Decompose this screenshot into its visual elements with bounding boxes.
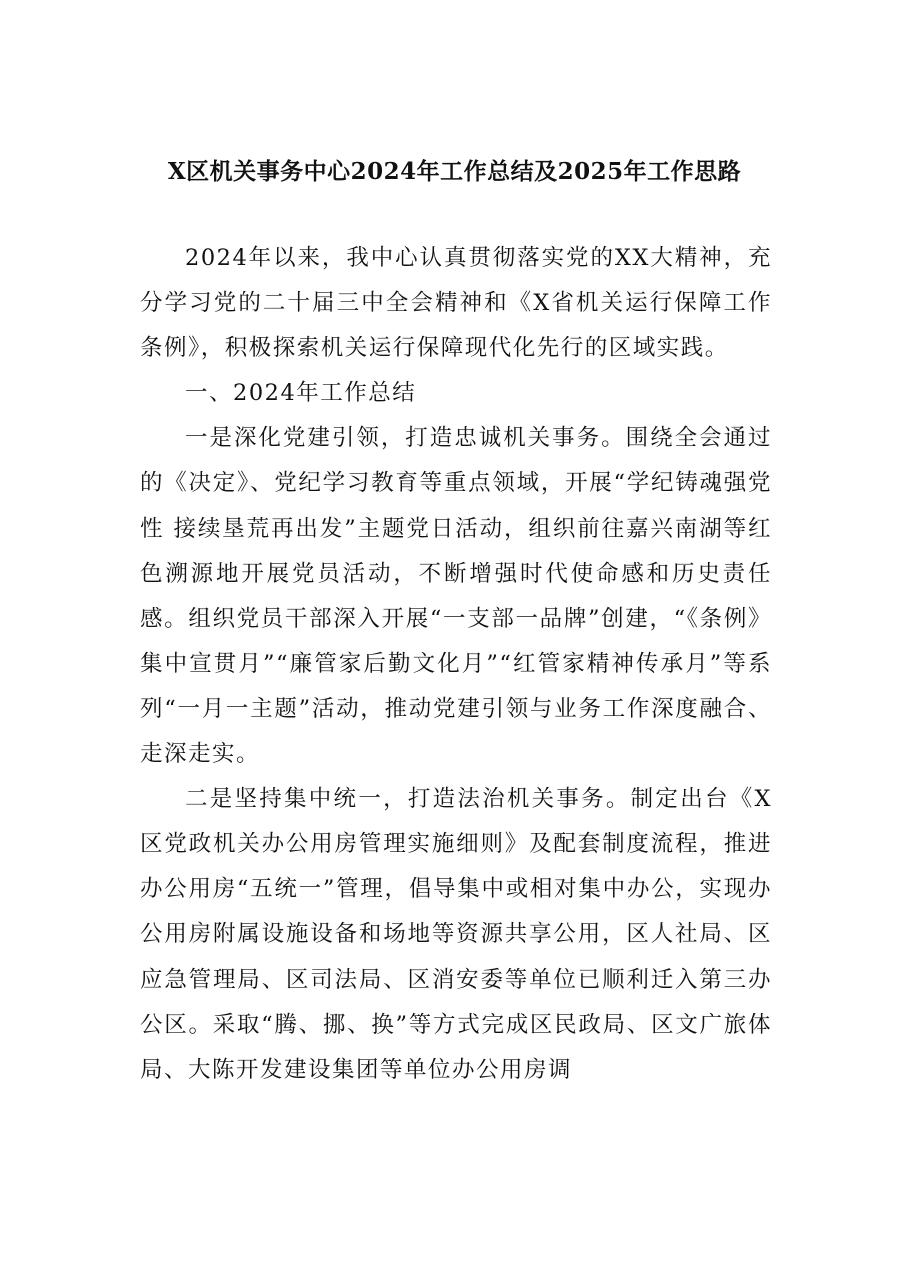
paragraph-centralized-management: 二是坚持集中统一，打造法治机关事务。制定出台《X区党政机关办公用房管理实施细则》及配套制度流程，推进办公用房“五统一”管理，倡导集中或相对集中办公，实现办公用房附属设施设备和场地等资源共享公用，区人社局、区应急管理局、区司法局、区消安委等单位已顺利迁入第三办公区。采取“腾、挪、换”等方式完成区民政局、区文广旅体局、大陈开发建设集团等单位办公用房调 [140, 786, 772, 1083]
document-body [140, 236, 772, 1093]
document-title: X区机关事务中心2024年工作总结及2025年工作思路 [167, 158, 742, 185]
section-heading: 一、2024年工作总结 [185, 380, 417, 407]
paragraph-intro: 2024年以来，我中心认真贯彻落实党的XX大精神，充分学习党的二十届三中全会精神和《X省机关运行保障工作条例》，积极探索机关运行保障现代化先行的区域实践。 [140, 245, 772, 362]
paragraph-party-building: 一是深化党建引领，打造忠诚机关事务。围绕全会通过的《决定》、党纪学习教育等重点领域，开展“学纪铸魂强党性 接续垦荒再出发”主题党日活动，组织前往嘉兴南湖等红色溯源地开展党员活动，不断增强时代使命感和历史责任感。组织党员干部深入开展“一支部一品牌”创建，“《条例》集中宣贯月”“廉管家后勤文化月”“红管家精神传承月”等系列“一月一主题”活动，推动党建引领与业务工作深度融合、走深走实。 [140, 425, 772, 768]
